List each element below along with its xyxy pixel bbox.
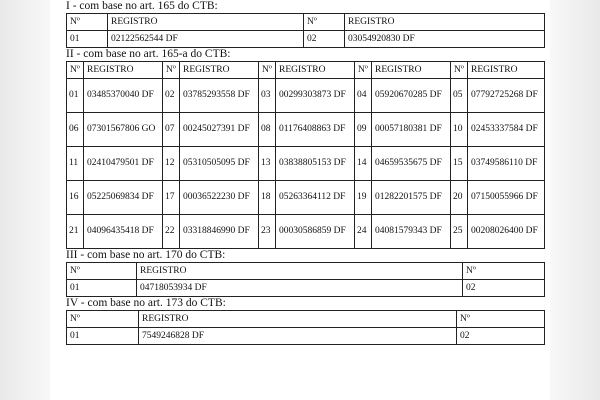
header-registro: REGISTRO: [84, 62, 163, 79]
header-registro: REGISTRO: [345, 14, 545, 31]
header-registro: REGISTRO: [468, 62, 545, 79]
entry-registro: 03318846990 DF: [180, 215, 259, 249]
header-number: Nº: [67, 62, 84, 79]
entry-number: 17: [163, 181, 180, 215]
entry-number: 13: [259, 147, 276, 181]
entry-registro: 02453337584 DF: [468, 113, 545, 147]
entry-registro: 03054920830 DF: [345, 31, 545, 48]
entry-number: 19: [355, 181, 372, 215]
entry-registro: 00036522230 DF: [180, 181, 259, 215]
entry-registro: 00299303873 DF: [276, 79, 355, 113]
entry-number: 23: [259, 215, 276, 249]
entry-registro: 00030586859 DF: [276, 215, 355, 249]
right-margin-shadow: [550, 0, 600, 400]
entry-number: 25: [451, 215, 468, 249]
header-registro: REGISTRO: [372, 62, 451, 79]
entry-number: 18: [259, 181, 276, 215]
entry-registro: 00208026400 DF: [468, 215, 545, 249]
entry-number: 15: [451, 147, 468, 181]
header-number: Nº: [67, 263, 137, 280]
section-4-title: IV - com base no art. 173 do CTB:: [66, 297, 226, 309]
header-registro: REGISTRO: [108, 14, 304, 31]
section-3-table: [66, 262, 545, 297]
table-row: [67, 328, 545, 345]
table-row: [67, 79, 545, 113]
entry-number: 06: [67, 113, 84, 147]
entry-number: 22: [163, 215, 180, 249]
entry-number: 04: [355, 79, 372, 113]
entry-registro: 02122562544 DF: [108, 31, 304, 48]
entry-number: 02: [304, 31, 345, 48]
entry-registro: 03838805153 DF: [276, 147, 355, 181]
entry-number: 07: [163, 113, 180, 147]
entry-registro: 7549246828 DF: [139, 328, 457, 345]
table-header-row: [67, 62, 545, 79]
entry-registro: 04659535675 DF: [372, 147, 451, 181]
entry-registro: 00057180381 DF: [372, 113, 451, 147]
section-1-title: I - com base no art. 165 do CTB:: [66, 0, 218, 12]
entry-registro: 05225069834 DF: [84, 181, 163, 215]
table-row: [67, 31, 545, 48]
entry-number: 05: [451, 79, 468, 113]
header-registro: REGISTRO: [276, 62, 355, 79]
left-margin-shadow: [0, 0, 50, 400]
entry-registro: 01176408863 DF: [276, 113, 355, 147]
entry-registro: 03749586110 DF: [468, 147, 545, 181]
entry-number: 16: [67, 181, 84, 215]
header-number: Nº: [304, 14, 345, 31]
header-registro: REGISTRO: [139, 311, 457, 328]
entry-number: 11: [67, 147, 84, 181]
table-row: [67, 113, 545, 147]
entry-number: 09: [355, 113, 372, 147]
entry-number: 12: [163, 147, 180, 181]
entry-registro: 04718053934 DF: [137, 280, 463, 297]
section-2-table: [66, 61, 545, 249]
entry-registro: 04081579343 DF: [372, 215, 451, 249]
header-number: Nº: [457, 311, 545, 328]
entry-number: 01: [67, 31, 108, 48]
table-header-row: [67, 263, 545, 280]
document-page: [66, 0, 544, 345]
header-number: Nº: [451, 62, 468, 79]
entry-number: 21: [67, 215, 84, 249]
entry-registro: 01282201575 DF: [372, 181, 451, 215]
entry-registro: 07150055966 DF: [468, 181, 545, 215]
header-number: Nº: [355, 62, 372, 79]
entry-registro: 07792725268 DF: [468, 79, 545, 113]
table-row: [67, 215, 545, 249]
section-2-title: II - com base no art. 165-a do CTB:: [66, 48, 231, 60]
entry-number: 10: [451, 113, 468, 147]
entry-registro: 07301567806 GO: [84, 113, 163, 147]
entry-number: 08: [259, 113, 276, 147]
entry-number: 02: [463, 280, 545, 297]
header-registro: REGISTRO: [180, 62, 259, 79]
entry-number: 20: [451, 181, 468, 215]
entry-registro: 05263364112 DF: [276, 181, 355, 215]
header-number: Nº: [163, 62, 180, 79]
entry-number: 02: [163, 79, 180, 113]
entry-number: 24: [355, 215, 372, 249]
table-header-row: [67, 14, 545, 31]
header-registro: REGISTRO: [137, 263, 463, 280]
header-number: Nº: [67, 311, 139, 328]
table-row: [67, 280, 545, 297]
entry-number: 02: [457, 328, 545, 345]
table-row: [67, 147, 545, 181]
header-number: Nº: [463, 263, 545, 280]
entry-registro: 05920670285 DF: [372, 79, 451, 113]
entry-registro: 05310505095 DF: [180, 147, 259, 181]
table-header-row: [67, 311, 545, 328]
entry-number: 01: [67, 280, 137, 297]
section-4-table: [66, 310, 545, 345]
entry-number: 01: [67, 328, 139, 345]
entry-number: 03: [259, 79, 276, 113]
entry-registro: 03485370040 DF: [84, 79, 163, 113]
entry-registro: 02410479501 DF: [84, 147, 163, 181]
header-number: Nº: [259, 62, 276, 79]
entry-number: 01: [67, 79, 84, 113]
entry-registro: 00245027391 DF: [180, 113, 259, 147]
entry-registro: 03785293558 DF: [180, 79, 259, 113]
table-row: [67, 181, 545, 215]
section-3-title: III - com base no art. 170 do CTB:: [66, 249, 226, 261]
entry-registro: 04096435418 DF: [84, 215, 163, 249]
header-number: Nº: [67, 14, 108, 31]
section-1-table: [66, 13, 545, 48]
entry-number: 14: [355, 147, 372, 181]
